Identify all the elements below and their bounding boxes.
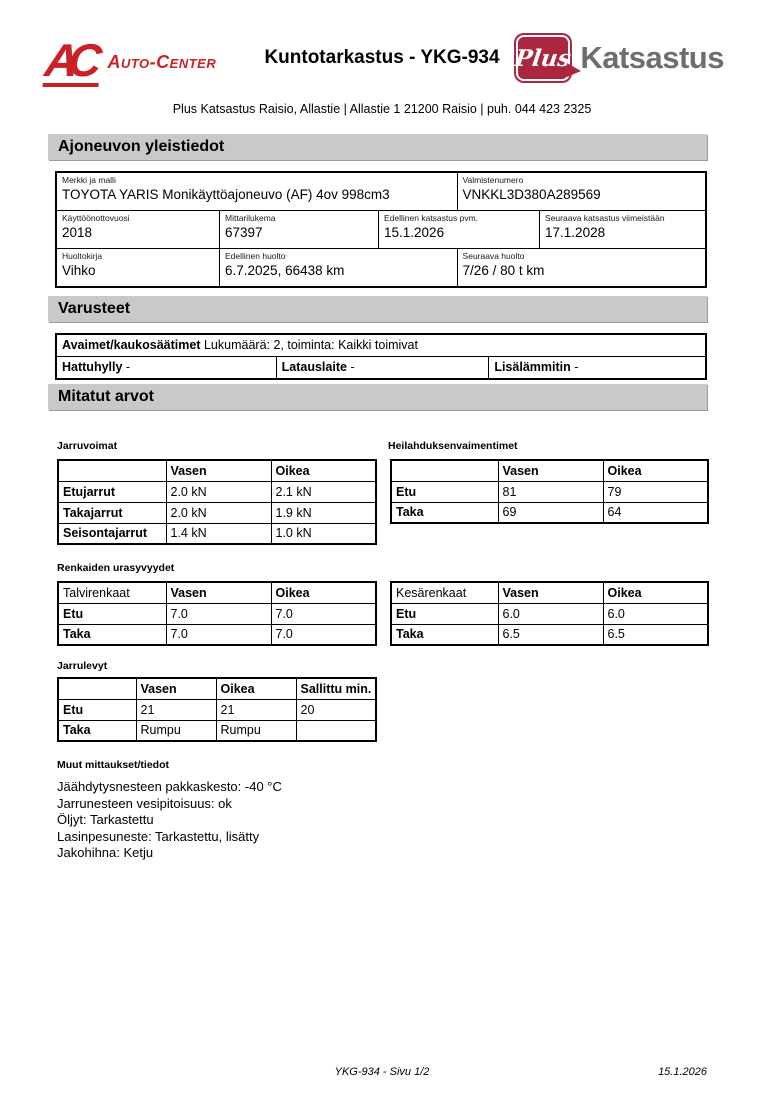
table-header-row — [58, 460, 376, 481]
value-cell: 81 — [498, 481, 603, 502]
equipment-table — [55, 333, 707, 380]
section-banner-equipment: Varusteet — [48, 296, 707, 322]
tables-row — [57, 581, 707, 646]
cell-odometer — [219, 211, 378, 248]
auto-center-monogram-icon: AC — [42, 37, 104, 87]
value-cell: 6.5 — [603, 624, 708, 645]
value-cell: 7.0 — [166, 624, 271, 645]
field-label: Huoltokirja — [62, 251, 103, 261]
value-cell: 7.0 — [271, 624, 376, 645]
section-banner-general: Ajoneuvon yleistiedot — [48, 134, 707, 160]
row-label: Taka — [58, 720, 136, 741]
value-cell: 64 — [603, 502, 708, 523]
header-cell — [58, 678, 136, 699]
winter-tires-table — [57, 581, 377, 646]
header-cell: Oikea — [271, 582, 376, 603]
field-label: Lisälämmitin — [494, 360, 571, 374]
field-value: Vihko — [62, 263, 96, 278]
row-label: Taka — [391, 624, 498, 645]
shock-absorbers-table — [390, 459, 709, 524]
row-label: Etujarrut — [58, 481, 166, 502]
value-cell: 79 — [603, 481, 708, 502]
inspection-report-page — [0, 33, 764, 1113]
table-row — [391, 624, 708, 645]
value-cell: 6.0 — [603, 603, 708, 624]
value-cell: 21 — [216, 699, 296, 720]
cell-service-book — [57, 249, 219, 286]
table-row — [58, 699, 376, 720]
tire-treads-caption: Renkaiden urasyvyydet — [57, 562, 175, 574]
header-cell: Sallittu min. — [296, 678, 376, 699]
table-row — [57, 248, 705, 286]
field-value: 17.1.2028 — [545, 225, 606, 240]
table-row — [58, 720, 376, 741]
table-row — [58, 502, 376, 523]
field-label: Edellinen katsastus pvm. — [384, 213, 479, 223]
row-label: Etu — [391, 481, 498, 502]
cell-make-model — [57, 173, 457, 210]
summer-tires-table — [390, 581, 709, 646]
cell-next-inspection — [539, 211, 705, 248]
field-label: Valmistenumero — [462, 175, 524, 185]
row-label: Taka — [391, 502, 498, 523]
header-cell: Oikea — [603, 582, 708, 603]
table-row — [57, 356, 705, 378]
value-cell: Rumpu — [136, 720, 216, 741]
cell-hat-shelf — [57, 357, 276, 378]
header-cell: Vasen — [498, 582, 603, 603]
table-row — [57, 210, 705, 248]
row-label: Etu — [58, 603, 166, 624]
speech-bubble-tail-icon — [567, 63, 581, 77]
header-cell: Oikea — [271, 460, 376, 481]
brake-forces-caption: Jarruvoimat — [57, 440, 118, 452]
field-value: 15.1.2026 — [384, 225, 445, 240]
field-value: Lukumäärä: 2, toiminta: Kaikki toimivat — [203, 338, 418, 352]
value-cell: Rumpu — [216, 720, 296, 741]
field-label: Seuraava katsastus viimeistään — [545, 213, 665, 223]
header-cell — [58, 460, 166, 481]
cell-next-service — [457, 249, 705, 286]
field-value: 2018 — [62, 225, 93, 240]
header-cell — [391, 460, 498, 481]
field-label: Edellinen huolto — [225, 251, 286, 261]
page-title: Kuntotarkastus - YKG-934 — [264, 47, 500, 68]
footer-date: 15.1.2026 — [658, 1066, 707, 1078]
other-measurements-caption: Muut mittaukset/tiedot — [57, 759, 169, 771]
table-row — [57, 173, 705, 210]
header-cell: Oikea — [603, 460, 708, 481]
vehicle-info-table — [55, 171, 707, 288]
footer-page-indicator: YKG-934 - Sivu 1/2 — [334, 1066, 430, 1078]
table-row — [391, 481, 708, 502]
field-value: - — [574, 360, 579, 374]
value-cell: 2.0 kN — [166, 502, 271, 523]
report-header — [0, 33, 764, 95]
field-value: - — [125, 360, 131, 374]
value-cell: 2.1 kN — [271, 481, 376, 502]
value-cell: 2.0 kN — [166, 481, 271, 502]
value-cell: 6.5 — [498, 624, 603, 645]
table-header-row — [58, 582, 376, 603]
header-cell: Talvirenkaat — [58, 582, 166, 603]
value-cell: 21 — [136, 699, 216, 720]
header-cell: Vasen — [166, 460, 271, 481]
value-cell: 20 — [296, 699, 376, 720]
table-header-row — [58, 678, 376, 699]
measurement-line: Lasinpesuneste: Tarkastettu, lisätty — [57, 828, 260, 844]
plus-badge-text: Plus — [513, 44, 574, 72]
field-value: 6.7.2025, 66438 km — [225, 263, 345, 278]
brake-discs-table — [57, 677, 377, 742]
value-cell: 1.4 kN — [166, 523, 271, 544]
cell-first-use-year — [57, 211, 219, 248]
table-header-row — [391, 460, 708, 481]
captions-row — [57, 440, 707, 452]
header-cell: Kesärenkaat — [391, 582, 498, 603]
row-label: Taka — [58, 624, 166, 645]
value-cell: 6.0 — [498, 603, 603, 624]
cell-vin — [457, 173, 705, 210]
value-cell: 7.0 — [166, 603, 271, 624]
header-cell: Vasen — [498, 460, 603, 481]
value-cell: 69 — [498, 502, 603, 523]
tables-row — [57, 459, 707, 545]
field-label: Merkki ja malli — [62, 175, 116, 185]
table-header-row — [391, 582, 708, 603]
header-cell: Vasen — [136, 678, 216, 699]
table-row — [391, 502, 708, 523]
header-cell: Vasen — [166, 582, 271, 603]
field-label: Hattuhylly — [62, 360, 123, 374]
measurement-line: Jäähdytysnesteen pakkaskesto: -40 °C — [57, 779, 282, 794]
field-label: Latauslaite — [281, 360, 347, 374]
value-cell: 1.0 kN — [271, 523, 376, 544]
measurement-line: Jarrunesteen vesipitoisuus: ok — [57, 795, 232, 811]
value-cell: 1.9 kN — [271, 502, 376, 523]
katsastus-wordmark: Katsastus — [580, 40, 724, 75]
field-value: 67397 — [225, 225, 263, 240]
value-cell — [296, 720, 376, 741]
cell-charger — [276, 357, 489, 378]
plus-katsastus-logo — [514, 33, 724, 83]
field-value: VNKKL3D380A289569 — [462, 187, 601, 202]
table-row — [57, 335, 705, 356]
row-label: Etu — [391, 603, 498, 624]
auto-center-wordmark: Auto-Center — [107, 51, 217, 72]
section-banner-measured: Mitatut arvot — [48, 384, 707, 410]
field-value: - — [350, 360, 355, 374]
field-label: Käyttöönottovuosi — [62, 213, 130, 223]
row-label: Etu — [58, 699, 136, 720]
shock-absorbers-caption: Heilahduksenvaimentimet — [388, 440, 518, 452]
cell-previous-service — [219, 249, 457, 286]
cell-keys-remotes — [57, 335, 705, 356]
brake-discs-caption: Jarrulevyt — [57, 660, 108, 672]
plus-badge-icon — [514, 33, 572, 83]
other-measurements-list — [57, 779, 707, 862]
brake-forces-table — [57, 459, 377, 545]
field-label: Mittarilukema — [225, 213, 276, 223]
header-cell: Oikea — [216, 678, 296, 699]
field-label: Seuraava huolto — [462, 251, 525, 261]
table-row — [58, 624, 376, 645]
row-label: Seisontajarrut — [58, 523, 166, 544]
table-row — [391, 603, 708, 624]
cell-auxiliary-heater — [488, 357, 705, 378]
station-address: Plus Katsastus Raisio, Allastie | Allastie 1 21200 Raisio | puh. 044 423 2325 — [172, 102, 592, 116]
table-row — [58, 481, 376, 502]
cell-previous-inspection — [378, 211, 539, 248]
field-label: Avaimet/kaukosäätimet — [62, 338, 201, 352]
field-value: TOYOTA YARIS Monikäyttöajoneuvo (AF) 4ov 998cm3 — [62, 187, 390, 202]
table-row — [58, 523, 376, 544]
value-cell: 7.0 — [271, 603, 376, 624]
measurement-line: Jakohihna: Ketju — [57, 845, 154, 860]
measured-values-area — [57, 440, 707, 862]
field-value: 7/26 / 80 t km — [462, 263, 545, 278]
table-row — [58, 603, 376, 624]
measurement-line: Öljyt: Tarkastettu — [57, 812, 154, 827]
row-label: Takajarrut — [58, 502, 166, 523]
